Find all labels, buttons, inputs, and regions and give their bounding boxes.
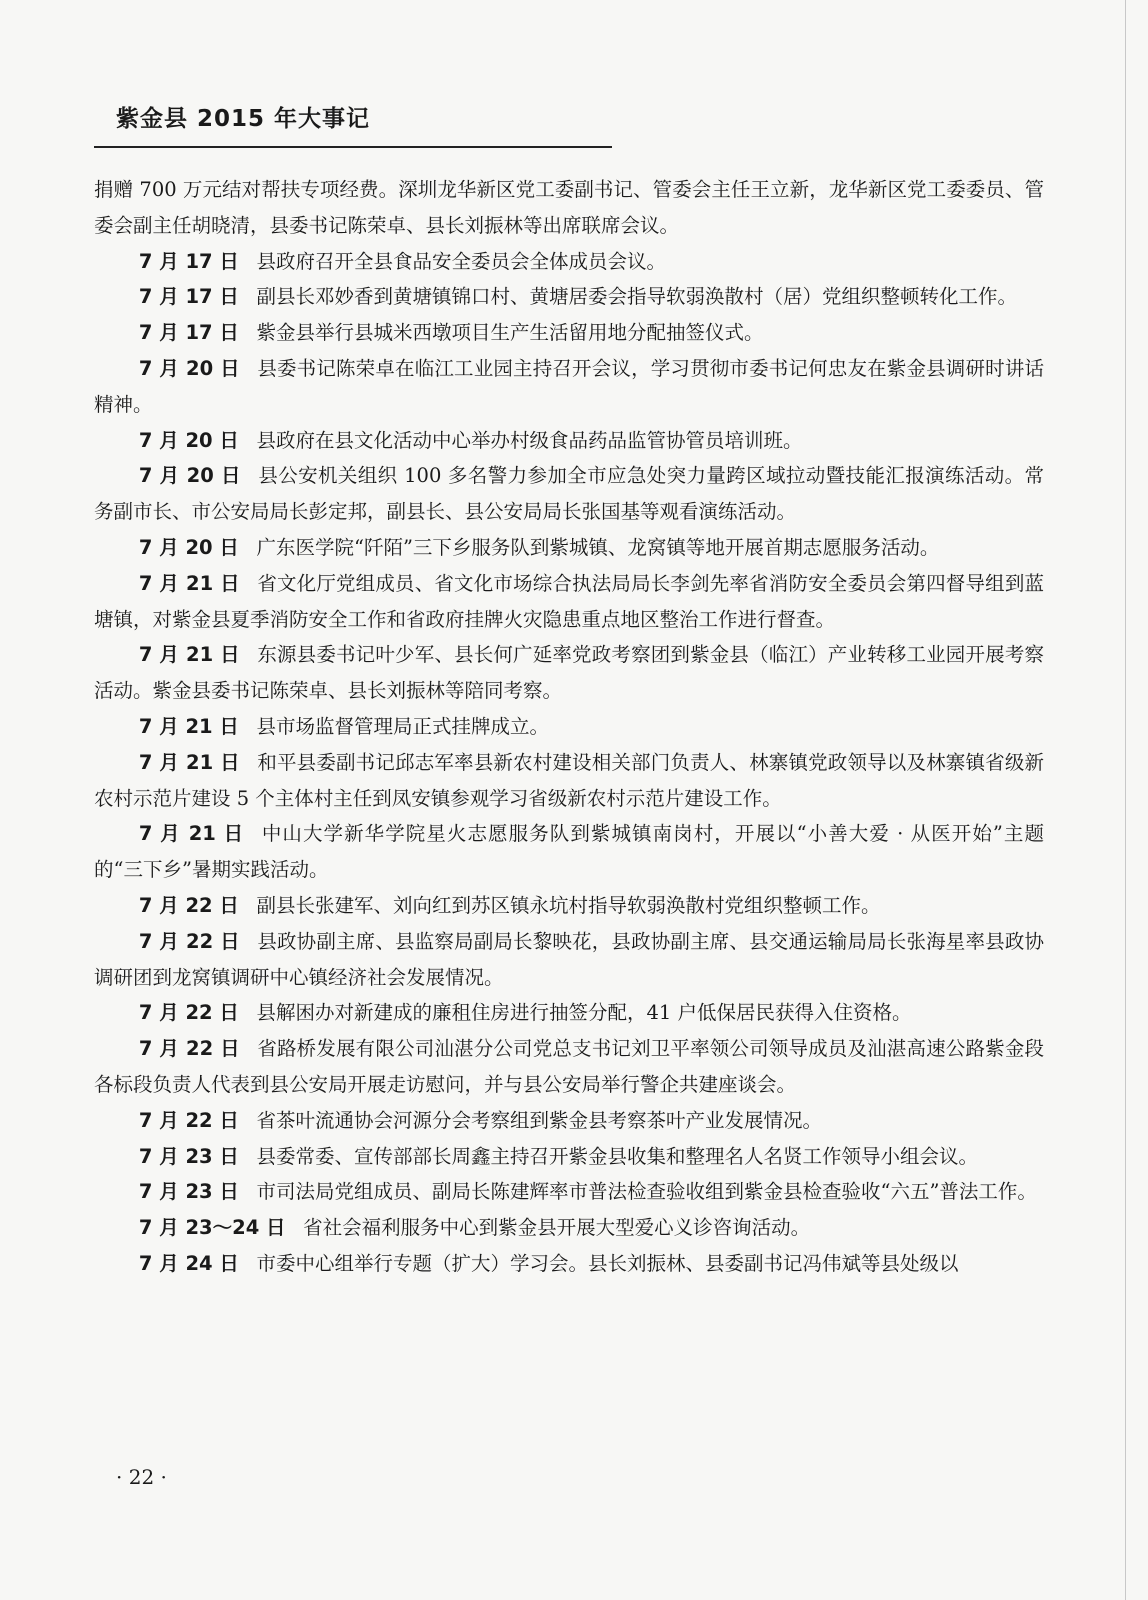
entry-text: 省路桥发展有限公司汕湛分公司党总支书记刘卫平率领公司领导成员及汕湛高速公路紫金段各标段负责人代表到县公安局开展走访慰问，并与县公安局举行警企共建座谈会。 [94,1037,1044,1096]
entry-text: 和平县委副书记邱志军率县新农村建设相关部门负责人、林寨镇党政领导以及林寨镇省级新农村示范片建设 5 个主体村主任到凤安镇参观学习省级新农村示范片建设工作。 [94,750,1044,810]
chronicle-entry [94,1174,1044,1210]
chronicle-entry [94,566,1044,638]
entry-date: 7 月 20 日 [138,535,239,559]
entry-date: 7 月 17 日 [138,321,239,345]
header-rule [94,146,612,148]
entry-text: 县市场监督管理局正式挂牌成立。 [256,714,549,738]
entry-text: 县政府召开全县食品安全委员会全体成员会议。 [256,249,666,273]
entry-text: 广东医学院“阡陌”三下乡服务队到紫城镇、龙窝镇等地开展首期志愿服务活动。 [256,535,940,559]
entry-text: 县政协副主席、县监察局副局长黎映花，县政协副主席、县交通运输局局长张海星率县政协调研团到龙窝镇调研中心镇经济社会发展情况。 [94,929,1044,989]
entry-date: 7 月 23～24 日 [138,1216,286,1240]
chronicle-entry [94,637,1044,709]
entry-list [94,244,1044,1282]
chronicle-entry [94,530,1044,566]
entry-date: 7 月 21 日 [138,750,240,774]
entry-date: 7 月 21 日 [138,714,239,738]
entry-text: 省社会福利服务中心到紫金县开展大型爱心义诊咨询活动。 [303,1216,811,1240]
entry-text: 县公安机关组织 100 多名警力参加全市应急处突力量跨区域拉动暨技能汇报演练活动。常务副市长、市公安局局长彭定邦，副县长、县公安局局长张国基等观看演练活动。 [94,464,1044,524]
chronicle-entry [94,1210,1044,1246]
chronicle-entry [94,279,1044,315]
page-edge-line [1125,0,1126,1600]
chronicle-entry [94,745,1044,817]
entry-text: 省茶叶流通协会河源分会考察组到紫金县考察茶叶产业发展情况。 [256,1108,822,1132]
chronicle-entry [94,1031,1044,1103]
chronicle-entry [94,1139,1044,1175]
entry-date: 7 月 22 日 [138,929,240,953]
entry-text: 东源县委书记叶少军、县长何广延率党政考察团到紫金县（临江）产业转移工业园开展考察活动。紫金县委书记陈荣卓、县长刘振林等陪同考察。 [94,643,1044,703]
entry-text: 县解困办对新建成的廉租住房进行抽签分配，41 户低保居民获得入住资格。 [256,1001,912,1025]
entry-date: 7 月 23 日 [138,1144,239,1168]
entry-text: 市委中心组举行专题（扩大）学习会。县长刘振林、县委副书记冯伟斌等县处级以 [256,1251,959,1275]
entry-date: 7 月 24 日 [138,1251,239,1275]
entry-date: 7 月 17 日 [138,285,239,309]
entry-text: 副县长邓妙香到黄塘镇锦口村、黄塘居委会指导软弱涣散村（居）党组织整顿转化工作。 [256,285,1017,309]
chronicle-entry [94,1246,1044,1282]
entry-date: 7 月 21 日 [138,571,240,595]
entry-text: 市司法局党组成员、副局长陈建辉率市普法检查验收组到紫金县检查验收“六五”普法工作。 [256,1180,1037,1204]
entry-date: 7 月 17 日 [138,249,239,273]
entry-text: 副县长张建军、刘向红到苏区镇永坑村指导软弱涣散村党组织整顿工作。 [256,893,881,917]
chronicle-entry [94,351,1044,423]
entry-text: 中山大学新华学院星火志愿服务队到紫城镇南岗村，开展以“小善大爱 · 从医开始”主题的“三下乡”暑期实践活动。 [94,822,1044,882]
entry-date: 7 月 22 日 [138,1037,240,1061]
chronicle-entry [94,423,1044,459]
entry-date: 7 月 21 日 [138,822,245,846]
chronicle-entry [94,888,1044,924]
chronicle-entry [94,709,1044,745]
entry-date: 7 月 21 日 [138,643,240,667]
entry-date: 7 月 22 日 [138,1001,239,1025]
entry-date: 7 月 20 日 [138,356,240,380]
chronicle-entry [94,244,1044,280]
entry-text: 省文化厅党组成员、省文化市场综合执法局局长李剑先率省消防安全委员会第四督导组到蓝塘镇，对紫金县夏季消防安全工作和省政府挂牌火灾隐患重点地区整治工作进行督查。 [94,571,1044,631]
chronicle-entry [94,924,1044,996]
entry-text: 县政府在县文化活动中心举办村级食品药品监管协管员培训班。 [256,428,803,452]
chronicle-body [94,172,1044,1282]
chronicle-entry [94,1103,1044,1139]
entry-date: 7 月 22 日 [138,893,239,917]
entry-date: 7 月 20 日 [138,464,241,488]
entry-date: 7 月 20 日 [138,428,239,452]
chronicle-entry [94,995,1044,1031]
continuation-paragraph: 捐赠 700 万元结对帮扶专项经费。深圳龙华新区党工委副书记、管委会主任王立新，龙华新区党工委委员、管委会副主任胡晓清，县委书记陈荣卓、县长刘振林等出席联席会议。 [94,178,1044,237]
entry-date: 7 月 23 日 [138,1180,239,1204]
chronicle-entry [94,315,1044,351]
entry-text: 紫金县举行县城米西墩项目生产生活留用地分配抽签仪式。 [256,321,764,345]
entry-date: 7 月 22 日 [138,1108,239,1132]
chronicle-entry [94,458,1044,530]
entry-text: 县委书记陈荣卓在临江工业园主持召开会议，学习贯彻市委书记何忠友在紫金县调研时讲话精神。 [94,356,1044,416]
entry-text: 县委常委、宣传部部长周鑫主持召开紫金县收集和整理名人名贤工作领导小组会议。 [256,1144,978,1168]
page-number: · 22 · [116,1465,167,1489]
running-header-title: 紫金县 2015 年大事记 [116,106,371,132]
chronicle-entry [94,816,1044,888]
